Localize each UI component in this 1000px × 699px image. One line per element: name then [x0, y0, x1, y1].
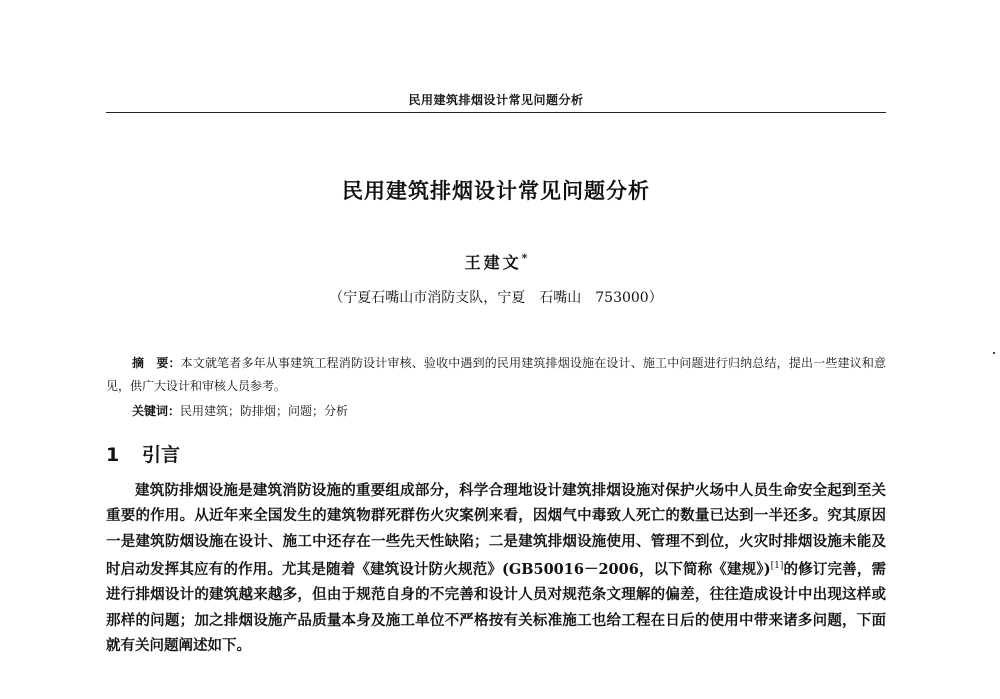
citation-ref: [1] — [770, 561, 784, 572]
scan-speck — [993, 352, 995, 354]
author-name: 王建文 — [464, 253, 522, 272]
keywords-line — [132, 400, 886, 423]
section-number: 1 — [106, 444, 120, 466]
section-heading — [106, 440, 180, 467]
body-text-part2: 的修订完善，需进行排烟设计的建筑越来越多，但由于规范自身的不完善和设计人员对规范条文理解的偏差，往往造成设计中出现这样或那样的问题；加之排烟设施产品质量本身及施工单位不严格按有关标准施工也给工程在日后的使用中带来诸多问题，下面就有关问题阐述如下。 — [106, 561, 886, 655]
body-text-part1: 建筑防排烟设施是建筑消防设施的重要组成部分，科学合理地设计建筑排烟设施对保护火场中人员生命安全起到至关重要的作用。从近年来全国发生的建筑物群死群伤火灾案例来看，因烟气中毒致人死亡的数量已达到一半还多。究其原因一是建筑防烟设施在设计、施工中还存在一些先天性缺陷；二是建筑排烟设施使用、管理不到位，火灾时排烟设施未能及时启动发挥其应有的作用。尤其是随着《建筑设计防火规范》(GB50016－2006，以下简称《建规》) — [106, 482, 886, 579]
section-title: 引言 — [142, 444, 181, 466]
abstract-paragraph — [106, 352, 886, 398]
author-footnote-mark: * — [521, 251, 528, 265]
body-paragraph — [106, 478, 886, 659]
keywords-text: 民用建筑；防排烟；问题；分析 — [180, 404, 349, 418]
running-head: 民用建筑排烟设计常见问题分析 — [408, 93, 584, 107]
keywords-label: 关键词： — [132, 404, 181, 418]
header-rule — [106, 112, 886, 113]
abstract-text: 本文就笔者多年从事建筑工程消防设计审核、验收中遇到的民用建筑排烟设施在设计、施工中问题进行归纳总结，提出一些建议和意见，供广大设计和审核人员参考。 — [106, 356, 886, 393]
author-line — [106, 250, 886, 273]
author-affiliation: （宁夏石嘴山市消防支队，宁夏 石嘴山 753000） — [329, 290, 663, 306]
abstract-label: 摘 要： — [132, 356, 181, 370]
paper-title: 民用建筑排烟设计常见问题分析 — [342, 179, 650, 203]
